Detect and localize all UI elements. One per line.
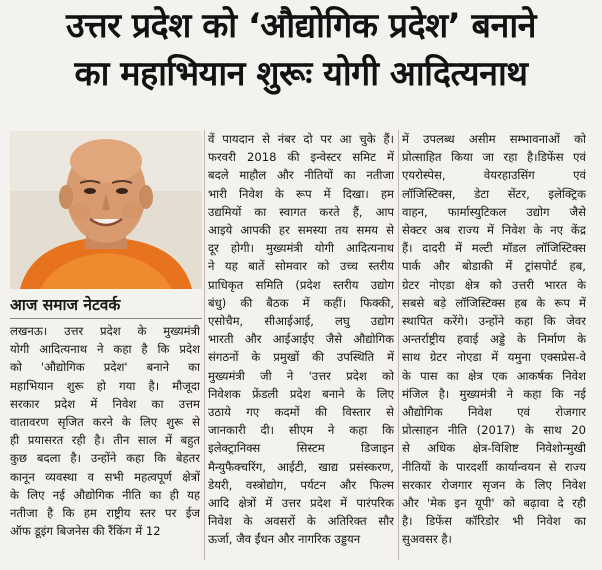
article-line: को 'औद्योगिक प्रदेश' बनाने का bbox=[10, 360, 200, 375]
portrait-photo bbox=[10, 131, 202, 289]
headline-line-2: का महाभियान शुरूः योगी आदित्यनाथ bbox=[74, 54, 528, 94]
article-line: फरवरी 2018 की इन्वेस्टर समिट में bbox=[208, 150, 394, 165]
article-line: दूर होगी। मुख्यमंत्री योगी आदित्यनाथ bbox=[208, 241, 394, 256]
article-line: निवेशक फ्रेंडली प्रदेश बनाने के लिए bbox=[208, 386, 394, 401]
article-line: प्रोत्साहन नीति (2017) के साथ 20 bbox=[402, 423, 586, 438]
portrait-illustration bbox=[10, 131, 202, 289]
article-line: मैन्युफैक्चरिंग, आईटी, खाद्य प्रसंस्करण, bbox=[208, 459, 394, 474]
article-line: प्राधिकृत समिति (प्रदेश स्तरीय उद्योग bbox=[208, 277, 394, 292]
article-line: बंधु) की बैठक में कहीं। फिक्की, bbox=[208, 295, 394, 310]
article-line: महाभियान शुरू हो गया है। मौजूदा bbox=[10, 378, 200, 393]
article-line: मुख्यमंत्री जी ने 'उत्तर प्रदेश को bbox=[208, 368, 394, 383]
article-line: जानकारी दी। सीएम ने कहा कि bbox=[208, 423, 394, 438]
article-line: कुछ बदला है। उन्होंने कहा कि बेहतर bbox=[10, 451, 200, 466]
article-line: लॉजिस्टिक्स, डेटा सेंटर, इलेक्ट्रिक bbox=[402, 186, 586, 201]
article-line: साथ ग्रेटर नोएडा में यमुना एक्सप्रेस-वे bbox=[402, 350, 586, 365]
article-line: एयरोस्पेस, वेयरहाउसिंग एवं bbox=[402, 168, 586, 183]
article-line: आदि क्षेत्रों में उत्तर प्रदेश में पारंपरिक bbox=[208, 496, 394, 511]
article-line: सरकार रोजगार सृजन के लिए निवेश bbox=[402, 477, 586, 492]
article-line: ही प्रयासरत रही है। तीन साल में बहुत bbox=[10, 433, 200, 448]
article-line: हैं। दादरी में मल्टी मॉडल लॉजिस्टिक्स bbox=[402, 241, 586, 256]
article-line: आइये आपकी हर समस्या तय समय से bbox=[208, 223, 394, 238]
article-line: के लिए नई औद्योगिक नीति का ही यह bbox=[10, 487, 200, 502]
article-line: पार्क और बोडाकी में ट्रांसपोर्ट हब, bbox=[402, 259, 586, 274]
article-line: एसोचैम, सीआईआई, लघु उद्योग bbox=[208, 314, 394, 329]
article-line: बदले माहौल और नीतियों का नतीजा bbox=[208, 168, 394, 183]
article-line: अन्तर्राष्ट्रीय हवाई अड्डे के निर्माण के bbox=[402, 332, 586, 347]
article-line: औद्योगिक निवेश एवं रोजगार bbox=[402, 405, 586, 420]
article-column-1 bbox=[10, 322, 200, 540]
article-line: कानून व्यवस्था व सभी महत्वपूर्ण क्षेत्रों bbox=[10, 469, 200, 484]
article-line: इलेक्ट्रानिक्स सिस्टम डिजाइन bbox=[208, 441, 394, 456]
article-line: नीतियों के पारदर्शी कार्यान्वयन से राज्य bbox=[402, 459, 586, 474]
article-line: प्रोत्साहित किया जा रहा है।डिफेंस एवं bbox=[402, 150, 586, 165]
article-line: सेक्टर अब राज्य में निवेश के नए केंद्र bbox=[402, 223, 586, 238]
article-line: और 'मेक इन यूपी' को बढ़ावा दे रही bbox=[402, 496, 586, 511]
headline bbox=[8, 2, 594, 98]
article-line: है। डिफेंस कॉरिडोर भी निवेश का bbox=[402, 514, 586, 529]
article-line: वें पायदान से नंबर दो पर आ चुके हैं। bbox=[208, 132, 394, 146]
article-line: योगी आदित्यनाथ ने कहा है कि प्रदेश bbox=[10, 342, 200, 357]
article-line: सबसे बड़े लॉजिस्टिक्स हब के रूप में bbox=[402, 295, 586, 310]
article-line: वाहन, फार्मास्युटिकल उद्योग जैसे bbox=[402, 204, 586, 219]
article-line: सुअवसर है। bbox=[402, 532, 452, 547]
headline-line-1: उत्तर प्रदेश को ‘औद्योगिक प्रदेश’ बनाने bbox=[65, 6, 537, 46]
article-line: निवेश के अवसरों के अतिरिक्त सौर bbox=[208, 514, 394, 529]
column-divider bbox=[204, 130, 205, 560]
article-line: ने यह बातें सोमवार को उच्च स्तरीय bbox=[208, 259, 394, 274]
column-divider bbox=[398, 130, 399, 560]
article-line: ऑफ डूइंग बिजनेस की रैंकिंग में 12 bbox=[10, 524, 161, 539]
article-line: के पास का क्षेत्र एक आकर्षक निवेश bbox=[402, 368, 586, 383]
article-column-3 bbox=[402, 130, 586, 549]
article-line: भारी निवेश के रूप में दिखा। हम bbox=[208, 186, 394, 201]
article-line: मंजिल है। मुख्यमंत्री ने कहा कि नई bbox=[402, 386, 586, 401]
article-line: स्थापित करेंगे। उन्होंने कहा कि जेवर bbox=[402, 314, 586, 329]
article-line: में उपलब्ध असीम सम्भावनाओं को bbox=[402, 132, 586, 146]
article-line: उठाये गए कदमों की विस्तार से bbox=[208, 405, 394, 420]
article-line: डेयरी, वस्त्रोद्योग, पर्यटन और फिल्म bbox=[208, 477, 394, 492]
article-line: सरकार प्रदेश में निवेश का उत्तम bbox=[10, 396, 200, 411]
article-line: वातावरण सृजित करने के लिए शुरू से bbox=[10, 415, 200, 430]
article-line: से अधिक क्षेत्र-विशिष्ट निवेशोन्मुखी bbox=[402, 441, 586, 456]
article-column-2 bbox=[208, 130, 394, 549]
article-line: लखनऊ। उत्तर प्रदेश के मुख्यमंत्री bbox=[10, 324, 200, 338]
article-line: संगठनों के प्रमुखों की उपस्थिति में bbox=[208, 350, 394, 365]
article-line: ग्रेटर नोएडा क्षेत्र को उत्तरी भारत के bbox=[402, 277, 586, 292]
article-line: ऊर्जा, जैव ईंधन और नागरिक उड्डयन bbox=[208, 532, 361, 547]
article-line: नतीजा है कि हम राष्ट्रीय स्तर पर ईज bbox=[10, 506, 200, 521]
article-line: उद्यमियों का स्वागत करते हैं, आप bbox=[208, 204, 394, 219]
photo-credit: आज समाज नेटवर्क bbox=[10, 292, 202, 319]
article-line: भारती और आईआईए जैसे औद्योगिक bbox=[208, 332, 394, 347]
